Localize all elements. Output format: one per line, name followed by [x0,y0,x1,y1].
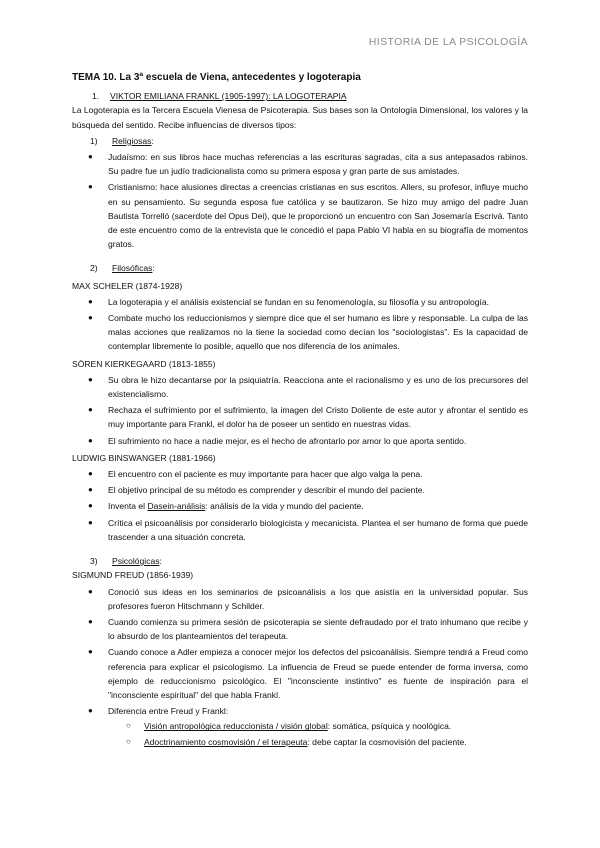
section-heading-text: VIKTOR EMILIANA FRANKL (1905-1997): LA LOGOTERAPIA [110,91,347,102]
list-item [72,373,528,401]
list-item-text: Cristianismo: hace alusiones directas a creencias cristianas en sus escritos. Allers, su profesor, influye mucho en su pensamiento. Su segunda esposa fue católica y se bautizaron. Se hizo muy amigo del padre Juan Bautista Torrelló (sacerdote del Opus Dei), que le proporcionó un encuentro con San Josemaría Escrivá. Tanto de este encuentro como de la entrevista que le concedió el papa Pablo VI habla en su biografía de momentos gratos. [108,182,528,250]
bullet-icon: ● [88,405,93,415]
bullet-icon: ● [88,485,93,495]
author-heading: MAX SCHELER (1874-1928) [72,280,183,291]
subsection-heading-psicologicas [72,554,528,568]
bullet-icon: ● [88,586,93,596]
sub-list-term: Visión antropológica reduccionista / visión global [144,721,328,732]
sub-list-text: : somática, psíquica y noológica. [327,721,452,732]
list-item [72,311,528,354]
list-item [72,499,528,513]
list-item [72,585,528,613]
list-item [72,295,528,309]
list-item-text: Su obra le hizo decantarse por la psiquiatría. Reacciona ante el racionalismo y es uno de los precursores del existencialismo. [108,374,528,400]
list-item-text: : análisis de la vida y mundo del paciente. [205,501,364,512]
section-heading [72,89,528,103]
bullet-icon: ● [88,313,93,323]
bullet-icon: ● [88,517,93,527]
sub-list-text: : debe captar la cosmovisión del paciente. [307,736,467,747]
list-item-text: El objetivo principal de su método es comprender y describir el mundo del paciente. [108,485,425,496]
circle-bullet-icon: ○ [126,736,131,746]
list-item-text: El sufrimiento no hace a nadie mejor, es el hecho de afrontarlo por amor lo que aporta sentido. [108,435,467,446]
document-title: TEMA 10. La 3ª escuela de Viena, antecedentes y logoterapia [72,72,361,83]
bullet-icon: ● [88,374,93,384]
section-number: 1. [92,91,100,102]
intro-paragraph: La Logoterapia es la Tercera Escuela Vienesa de Psicoterapia. Sus bases son la Ontología Dimensional, los valores y la búsqueda del sentido. Recibe influencias de diversos tipos: [72,105,528,130]
sub-list-term: Adoctrinamiento cosmovisión / el terapeuta [144,736,308,747]
list-item [72,403,528,431]
bullet-icon: ● [88,469,93,479]
bullet-icon: ● [88,152,93,162]
list-item-text: Diferencia entre Freud y Frankl: [108,706,229,717]
subsection-colon: : [152,263,155,274]
subsection-label: Religiosas [112,135,152,146]
subsection-number: 1) [90,135,98,146]
document-body [72,71,528,749]
list-item-text: Conoció sus ideas en los seminarios de psicoanálisis a los que asistía en la universidad popular. Sus profesores fueron Hitschmann y Schilder. [108,586,528,611]
bullet-icon: ● [88,501,93,511]
subsection-colon: : [151,135,154,146]
list-item-text: Cuando conoce a Adler empieza a conocer mejor los defectos del psicoanálisis. Siempre tendrá a Freud como referencia para explicar el psicologismo. La influencia de Freud se puede entender de forma inversa, como ejemplo de reduccionismo psicológico. El "inconsciente instintivo" es fuente de inspiración para el "inconsciente espiritual" del que habla Frankl. [108,647,528,700]
sub-list-item [72,719,528,733]
bullet-icon: ● [88,182,93,192]
subsection-colon: : [159,556,162,567]
author-heading: LUDWIG BINSWANGER (1881-1966) [72,452,216,463]
list-item [72,483,528,497]
bullet-icon: ● [88,296,93,306]
list-item-text: Combate mucho los reduccionismos y siempre dice que el ser humano es libre y responsable. La culpa de las malas acciones que realizamos no la tiene la sociedad como decían los "sociologistas". Es la capacidad de contemplar libremente lo posible, aquello que nos diferencia de los animales. [108,313,528,352]
bullet-icon: ● [88,647,93,657]
subsection-number: 3) [90,556,98,567]
list-item [72,467,528,481]
subsection-label: Filosóficas [112,263,153,274]
list-item-text: Crítica el psicoanálisis por considerarlo biologicista y mecanicista. Plantea el ser humano de forma que puede trascender a una situación concreta. [108,517,528,542]
bullet-icon: ● [88,706,93,716]
subsection-heading-religiosas [72,134,528,148]
list-item-text: Rechaza el sufrimiento por el sufrimiento, la imagen del Cristo Doliente de este autor y afrontar el sentido es muy importante para Frankl, el dolor ha de poseer un sentido en nuestras vidas. [108,405,528,430]
list-item-text: Cuando comienza su primera sesión de psicoterapia se siente defraudado por el trato inhumano que recibe y lo absurdo de los planteamientos del terapeuta. [108,616,528,642]
list-item-prefix: Inventa el [108,501,148,512]
bullet-icon: ● [88,435,93,445]
subsection-number: 2) [90,263,98,274]
list-item [72,180,528,251]
circle-bullet-icon: ○ [126,721,131,731]
author-heading: SÖREN KIERKEGAARD (1813-1855) [72,358,216,369]
list-item [72,615,528,643]
list-item [72,704,528,718]
subsection-label: Psicológicas [112,556,160,567]
list-item-text: Judaísmo: en sus libros hace muchas referencias a las escrituras sagradas, cita a sus antepasados rabinos. Su padre fue un judío tradicionalista como su primera esposa y gran parte de sus amistades. [108,152,528,177]
author-heading: SIGMUND FREUD (1856-1939) [72,570,194,581]
list-item [72,434,528,448]
list-item-text: La logoterapia y el análisis existencial se fundan en su fenomenología, su filosofía y su antropología. [108,296,490,307]
bullet-icon: ● [88,616,93,626]
subsection-heading-filosoficas [72,261,528,275]
running-header: HISTORIA DE LA PSICOLOGÍA [368,36,528,48]
list-item [72,150,528,178]
sub-list-item [72,735,528,749]
list-item [72,645,528,702]
list-item [72,516,528,544]
dasein-term: Dasein-análisis [147,501,206,512]
list-item-text: El encuentro con el paciente es muy importante para hacer que algo valga la pena. [108,469,423,480]
